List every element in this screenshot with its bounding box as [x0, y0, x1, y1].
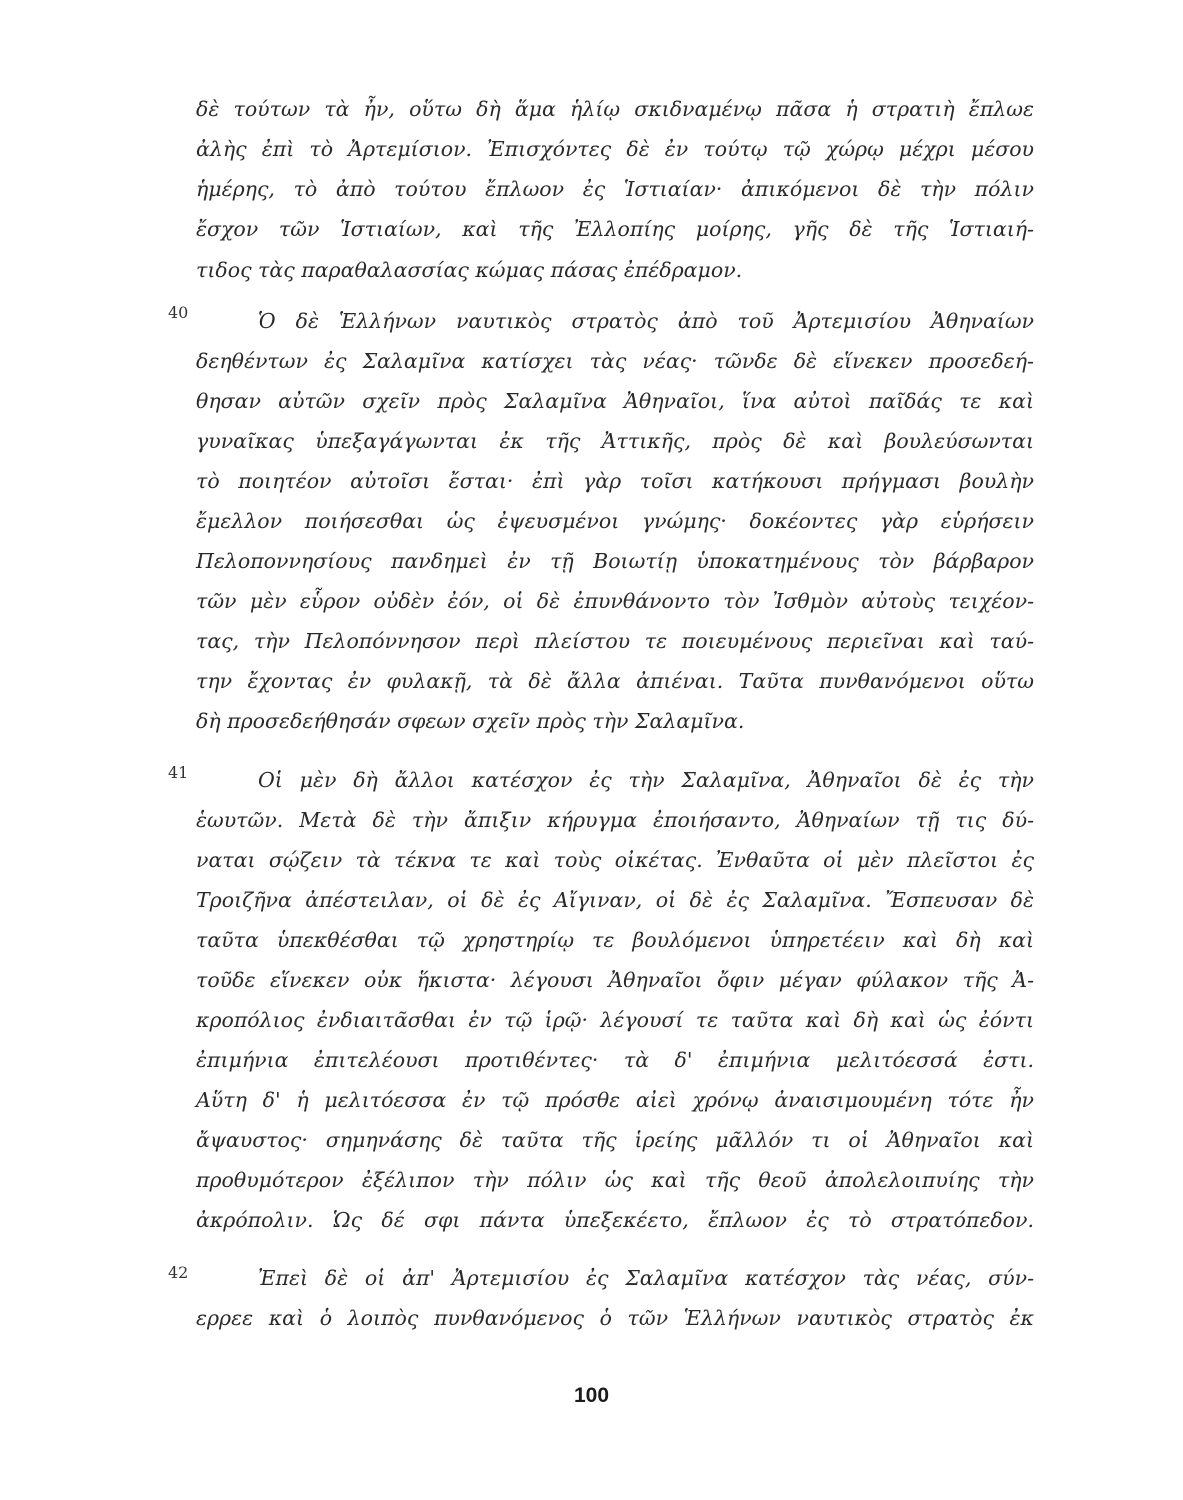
text-line: γυναῖκας ὑπεξαγάγωνται ἐκ τῆς Ἀττικῆς, πρὸς δὲ καὶ βουλεύσωνται — [196, 429, 1034, 453]
text-line: ἄψαυστος· σημηνάσης δὲ ταῦτα τῆς ἱρείης μᾶλλόν τι οἱ Ἀθηναῖοι καὶ — [196, 1128, 1034, 1152]
text-line: θησαν αὐτῶν σχεῖν πρὸς Σαλαμῖνα Ἀθηναῖοι, ἵνα αὐτοὶ παῖδάς τε καὶ — [196, 389, 1034, 413]
page-number: 100 — [573, 1384, 610, 1407]
text-line: Πελοποννησίους πανδημεὶ ἐν τῇ Βοιωτίῃ ὑποκατημένους τὸν βάρβαρον — [196, 549, 1034, 573]
text-line: Αὕτη δ' ἡ μελιτόεσσα ἐν τῷ πρόσθε αἰεὶ χρόνῳ ἀναισιμουμένη τότε ἦν — [196, 1088, 1034, 1112]
text-line: Ἐπεὶ δὲ οἱ ἀπ' Ἀρτεμισίου ἐς Σαλαμῖνα κατέσχον τὰς νέας, σύν- — [258, 1266, 1034, 1290]
text-line: Τροιζῆνα ἀπέστειλαν, οἱ δὲ ἐς Αἴγιναν, οἱ δὲ ἐς Σαλαμῖνα. Ἔσπευσαν δὲ — [196, 888, 1034, 912]
text-line: τοῦδε εἵνεκεν οὐκ ἥκιστα· λέγουσι Ἀθηναῖοι ὄφιν μέγαν φύλακον τῆς Ἀ- — [196, 968, 1034, 992]
text-line: την ἔχοντας ἐν φυλακῇ, τὰ δὲ ἄλλα ἀπιέναι. Ταῦτα πυνθανόμενοι οὕτω — [196, 669, 1034, 693]
text-line: Οἱ μὲν δὴ ἄλλοι κατέσχον ἐς τὴν Σαλαμῖνα, Ἀθηναῖοι δὲ ἐς τὴν — [258, 768, 1034, 792]
text-line: ἐπιμήνια ἐπιτελέουσι προτιθέντες· τὰ δ' ἐπιμήνια μελιτόεσσά ἐστι. — [196, 1048, 1034, 1072]
section-number-41: 41 — [168, 763, 189, 782]
text-line: προθυμότερον ἐξέλιπον τὴν πόλιν ὡς καὶ τῆς θεοῦ ἀπολελοιπυίης τὴν — [196, 1168, 1034, 1192]
text-line: τῶν μὲν εὗρον οὐδὲν ἐόν, οἱ δὲ ἐπυνθάνοντο τὸν Ἰσθμὸν αὐτοὺς τειχέον- — [196, 589, 1034, 613]
text-line: δὴ προσεδεήθησάν σφεων σχεῖν πρὸς τὴν Σαλαμῖνα. — [196, 709, 745, 733]
section-number-42: 42 — [168, 1263, 189, 1282]
text-line: ἡμέρης, τὸ ἀπὸ τούτου ἔπλωον ἐς Ἱστιαίαν· ἀπικόμενοι δὲ τὴν πόλιν — [196, 177, 1034, 201]
text-line: δεηθέντων ἐς Σαλαμῖνα κατίσχει τὰς νέας· τῶνδε δὲ εἵνεκεν προσεδεή- — [196, 349, 1034, 373]
text-line: κροπόλιος ἐνδιαιτᾶσθαι ἐν τῷ ἱρῷ· λέγουσί τε ταῦτα καὶ δὴ καὶ ὡς ἐόντι — [196, 1008, 1034, 1032]
text-line: ἑωυτῶν. Μετὰ δὲ τὴν ἄπιξιν κήρυγμα ἐποιήσαντο, Ἀθηναίων τῇ τις δύ- — [196, 808, 1034, 832]
text-line: τιδος τὰς παραθαλασσίας κώμας πάσας ἐπέδραμον. — [196, 258, 743, 282]
text-line: ἔμελλον ποιήσεσθαι ὡς ἐψευσμένοι γνώμης· δοκέοντες γὰρ εὑρήσειν — [196, 509, 1034, 533]
text-line: τας, τὴν Πελοπόννησον περὶ πλείστου τε ποιευμένους περιεῖναι καὶ ταύ- — [196, 629, 1034, 653]
text-line: Ὁ δὲ Ἑλλήνων ναυτικὸς στρατὸς ἀπὸ τοῦ Ἀρτεμισίου Ἀθηναίων — [258, 309, 1034, 333]
text-line: ναται σῴζειν τὰ τέκνα τε καὶ τοὺς οἰκέτας. Ἐνθαῦτα οἱ μὲν πλεῖστοι ἐς — [196, 848, 1034, 872]
text-line: τὸ ποιητέον αὐτοῖσι ἔσται· ἐπὶ γὰρ τοῖσι κατήκουσι πρήγμασι βουλὴν — [196, 469, 1034, 493]
section-number-40: 40 — [168, 303, 189, 322]
text-line: ταῦτα ὑπεκθέσθαι τῷ χρηστηρίῳ τε βουλόμενοι ὑπηρετέειν καὶ δὴ καὶ — [196, 928, 1034, 952]
text-line: ἔσχον τῶν Ἱστιαίων, καὶ τῆς Ἐλλοπίης μοίρης, γῆς δὲ τῆς Ἱστιαιή- — [196, 217, 1034, 241]
text-line: ἀκρόπολιν. Ὡς δέ σφι πάντα ὑπεξεκέετο, ἔπλωον ἐς τὸ στρατόπεδον. — [196, 1208, 1034, 1232]
text-line: δὲ τούτων τὰ ἦν, οὕτω δὴ ἅμα ἡλίῳ σκιδναμένῳ πᾶσα ἡ στρατιὴ ἔπλωε — [196, 97, 1034, 121]
text-line: ερρεε καὶ ὁ λοιπὸς πυνθανόμενος ὁ τῶν Ἑλλήνων ναυτικὸς στρατὸς ἐκ — [196, 1306, 1034, 1330]
text-line: ἀλὴς ἐπὶ τὸ Ἀρτεμίσιον. Ἐπισχόντες δὲ ἐν τούτῳ τῷ χώρῳ μέχρι μέσου — [196, 137, 1034, 161]
